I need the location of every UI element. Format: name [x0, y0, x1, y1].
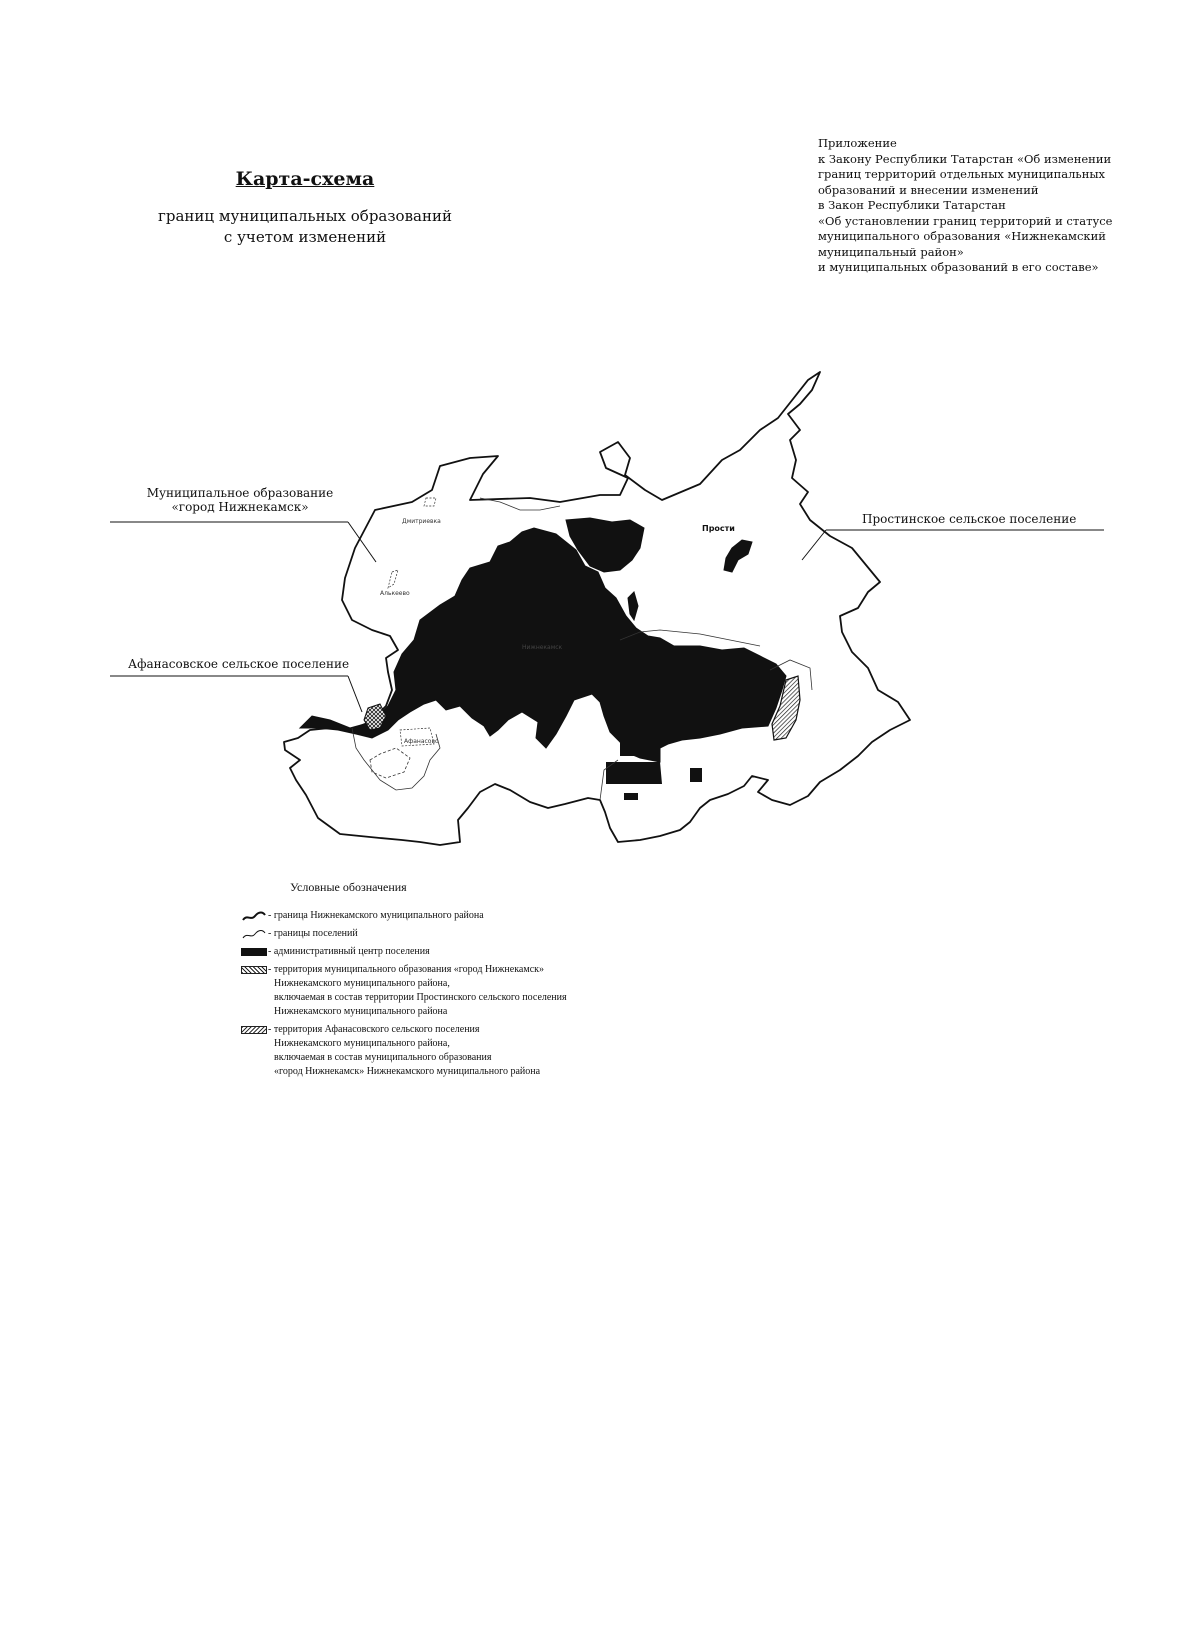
map-legend: [240, 880, 660, 1079]
label-prosti: Простинское сельское поселение: [862, 512, 1077, 526]
appendix-line: и муниципальных образований в его составе»: [818, 260, 1099, 274]
appendix-line: муниципальный район»: [818, 244, 964, 259]
legend-text-line: Нижнекамского муниципального района,: [274, 1038, 450, 1049]
map-title: Карта-схема: [235, 168, 375, 190]
legend-title: Условные обозначения: [290, 880, 407, 894]
southern-block-4: [624, 793, 638, 800]
appendix-line: к Закону Республики Татарстан «Об изменении: [818, 151, 1112, 166]
leader-afanasovo-diag: [348, 676, 362, 712]
appendix-line: в Закон Республики Татарстан: [818, 198, 1006, 212]
legend-item: [240, 927, 660, 941]
town-small-3: Нижнекамск: [522, 644, 563, 651]
legend-text-line: включаемая в состав муниципального образования: [274, 1052, 492, 1063]
legend-text-line: - территория муниципального образования «город Нижнекамск»: [268, 964, 544, 975]
map-subtitle-line-2: с учетом изменений: [223, 228, 387, 246]
legend-text-line: - границы поселений: [268, 928, 358, 939]
label-nizhnekamsk-line-1: Муниципальное образование: [146, 486, 334, 500]
southern-block-2: [620, 740, 636, 756]
town-small-1: Дмитриевка: [402, 518, 441, 525]
southern-block-3: [690, 768, 702, 782]
appendix-line: муниципального образования «Нижнекамский: [818, 229, 1106, 243]
small-settlement-outline-3: [424, 498, 436, 506]
hatch-dense-icon: [240, 963, 268, 977]
legend-text-line: - граница Нижнекамского муниципального района: [268, 910, 484, 921]
town-small-4: Афанасово: [404, 738, 439, 745]
label-nizhnekamsk: [120, 486, 360, 514]
legend-item: [240, 1023, 660, 1079]
southern-block-1: [606, 762, 662, 784]
town-prosti: Прости: [702, 524, 735, 533]
district-border-icon: [240, 909, 268, 923]
legend-text-line: - административный центр поселения: [268, 946, 430, 957]
legend-item: [240, 945, 660, 959]
small-settlement-outline-1: [388, 570, 398, 588]
admin-center-icon: [240, 945, 268, 959]
prosti-village-area: [724, 540, 752, 572]
legend-text-line: «город Нижнекамск» Нижнекамского муниципального района: [274, 1066, 541, 1077]
town-small-2: Алькеево: [380, 590, 410, 597]
legend-item: [240, 909, 660, 923]
legend-text-line: - территория Афанасовского сельского поселения: [268, 1024, 480, 1035]
appendix-line: образований и внесении изменений: [818, 182, 1039, 197]
settlement-border-icon: [240, 927, 268, 941]
settlement-border-afanasovo-inner: [370, 748, 410, 778]
label-nizhnekamsk-line-2: «город Нижнекамск»: [171, 500, 309, 514]
river-strip-area: [628, 592, 638, 620]
label-afanasovo: Афанасовское сельское поселение: [128, 657, 350, 671]
appendix-line: «Об установлении границ территорий и статусе: [818, 213, 1113, 228]
legend-item: [240, 963, 660, 1019]
appendix-line: Приложение: [818, 136, 897, 150]
legend-text-line: включаемая в состав территории Простинского сельского поселения: [274, 992, 567, 1003]
legend-text-line: Нижнекамского муниципального района,: [274, 978, 450, 989]
legend-text-line: Нижнекамского муниципального района: [274, 1006, 448, 1017]
appendix-line: границ территорий отдельных муниципальных: [818, 167, 1106, 181]
leader-prosti-diag: [802, 530, 826, 560]
hatch-cross-icon: [240, 1023, 268, 1037]
map-subtitle-line-1: границ муниципальных образований: [158, 207, 452, 225]
